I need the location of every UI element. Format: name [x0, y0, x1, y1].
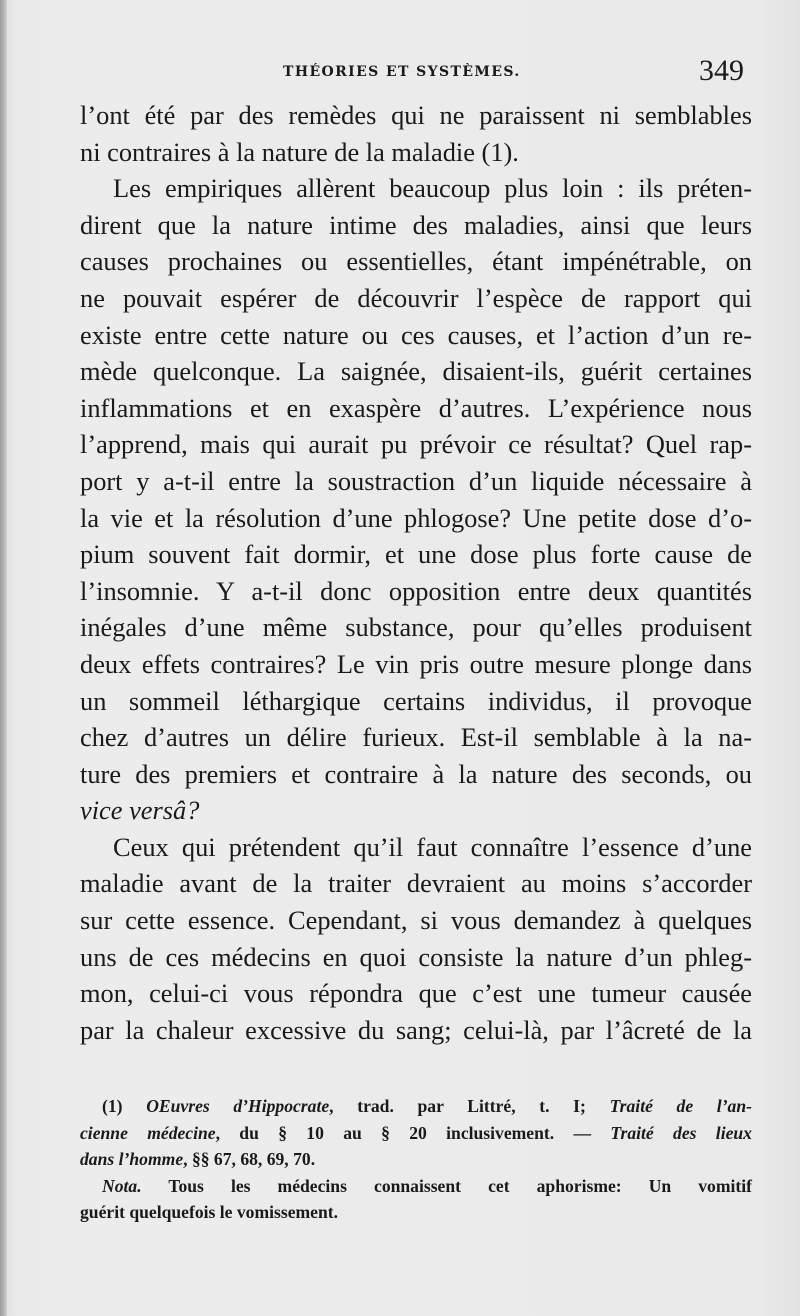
running-title: THÉORIES ET SYSTÈMES.	[283, 64, 521, 80]
footnote-title: dans l’homme	[80, 1149, 184, 1169]
text-line: ni contraires à la nature de la maladie (1).	[80, 136, 519, 167]
footnotes	[80, 1093, 752, 1226]
text-line: inflammations et en exaspère d’autres. L’expérience nous	[80, 392, 752, 423]
text-line: causes prochaines ou essentielles, étant impénétrable, on	[80, 246, 752, 277]
text-line: Les empiriques allèrent beaucoup plus loin : ils préten-	[113, 173, 752, 204]
text-line: dirent que la nature intime des maladies, ainsi que leurs	[80, 209, 752, 240]
footnote-line	[80, 1146, 752, 1173]
text-line: pium souvent fait dormir, et une dose plus forte cause de	[80, 539, 752, 570]
text-line: par la chaleur excessive du sang; celui-là, par l’âcreté de la	[80, 1014, 752, 1045]
text-line: uns de ces médecins en quoi consiste la nature d’un phleg-	[80, 941, 752, 972]
page-gutter-shadow	[0, 0, 7, 1316]
footnote-line: guérit quelquefois le vomissement.	[80, 1202, 339, 1222]
text-line: la vie et la résolution d’une phlogose? Une petite dose d’o-	[80, 502, 752, 533]
footnote-text: Tous les médecins connaissent cet aphorisme: Un vomitif	[168, 1175, 752, 1196]
footnote-title: Traité de l’an-	[609, 1096, 752, 1116]
text-line: deux effets contraires? Le vin pris outre mesure plonge dans	[80, 648, 752, 679]
text-line: mède quelconque. La saignée, disaient-ils, guérit certaines	[80, 356, 752, 387]
text-line	[80, 792, 752, 829]
running-head	[80, 54, 752, 94]
text-line: Ceux qui prétendent qu’il faut connaître l’essence d’une	[113, 831, 752, 862]
footnote-line	[80, 1120, 752, 1147]
footnote-title: Traité des lieux	[610, 1122, 752, 1143]
text-line: existe entre cette nature ou ces causes, et l’action d’un re-	[80, 319, 752, 350]
footnote-title: OEuvres d’Hippocrate	[146, 1096, 330, 1116]
footnote-marker: (1)	[102, 1096, 123, 1116]
text-line: inégales d’une même substance, pour qu’elles produisent	[80, 612, 752, 643]
text-line: ture des premiers et contraire à la nature des seconds, ou	[80, 758, 752, 789]
text-line: sur cette essence. Cependant, si vous demandez à quelques	[80, 905, 752, 936]
text-line: port y a-t-il entre la soustraction d’un liquide nécessaire à	[80, 465, 752, 496]
text-line: mon, celui-ci vous répondra que c’est une tumeur causée	[80, 978, 752, 1009]
footnote-line	[80, 1173, 752, 1200]
footnote-text: , du § 10 au § 20 inclusivement. —	[215, 1122, 592, 1143]
text-line: l’apprend, mais qui aurait pu prévoir ce résultat? Quel rap-	[80, 429, 752, 460]
footnote-line	[80, 1093, 752, 1120]
nota-label: Nota.	[102, 1175, 142, 1196]
text-line: ne pouvait espérer de découvrir l’espèce de rapport qui	[80, 282, 752, 313]
text-line: chez d’autres un délire furieux. Est-il semblable à la na-	[80, 722, 752, 753]
footnote-text: , trad. par Littré, t. I;	[329, 1096, 586, 1116]
text-line: l’ont été par des remèdes qui ne paraissent ni semblables	[80, 100, 752, 130]
text-line: un sommeil léthargique certains individus, il provoque	[80, 685, 752, 716]
page-number: 349	[699, 54, 744, 87]
italic-phrase: vice versâ?	[80, 795, 200, 826]
body-text	[80, 97, 752, 1048]
footnote-text: , §§ 67, 68, 69, 70.	[183, 1149, 316, 1169]
text-line: l’insomnie. Y a-t-il donc opposition entre deux quantités	[80, 575, 752, 606]
footnote-title: cienne médecine	[80, 1122, 216, 1143]
text-line: maladie avant de la traiter devraient au moins s’accorder	[80, 868, 752, 899]
